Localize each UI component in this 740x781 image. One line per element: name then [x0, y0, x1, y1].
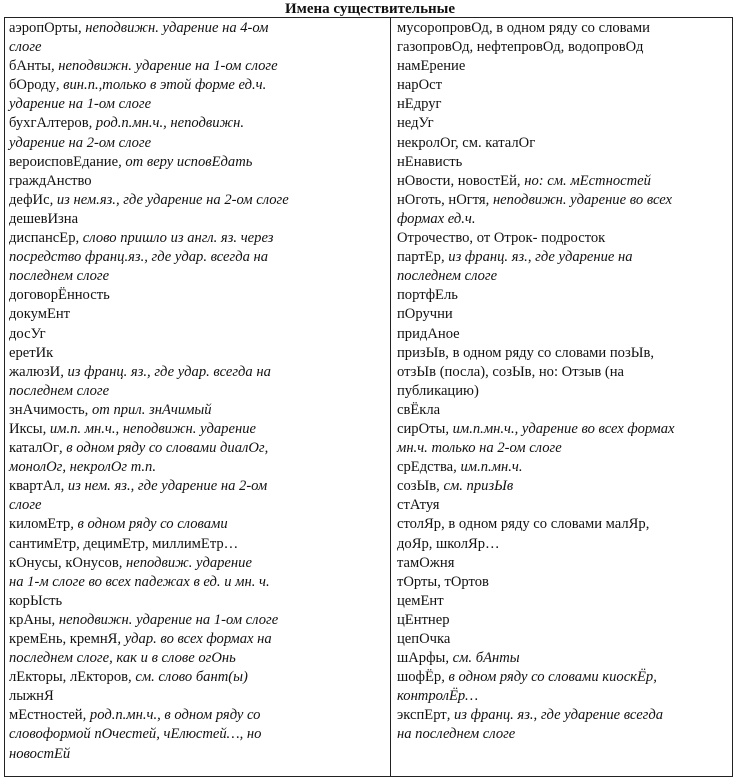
entry-note: на 1-м слоге во всех падежах в ед. и мн. ч.	[9, 573, 270, 590]
entry-word: бОроду	[9, 77, 56, 94]
entry-word: квартАл	[9, 478, 61, 495]
entry-note: , см. бАнты	[445, 650, 520, 667]
word-entry	[9, 687, 385, 706]
word-entry	[9, 191, 385, 210]
entry-word: лыжнЯ	[9, 688, 54, 705]
word-entry	[397, 573, 727, 592]
entry-word: столЯр, в одном ряду со словами малЯр,	[397, 516, 650, 533]
entry-note: новостЕй	[9, 745, 71, 762]
word-entry	[397, 515, 727, 534]
word-entry	[9, 630, 385, 649]
word-entry	[397, 439, 727, 458]
word-entry	[9, 554, 385, 573]
entry-word: граждАнство	[9, 172, 92, 189]
word-entry	[9, 382, 385, 401]
entry-word: тОрты, тОртов	[397, 573, 489, 590]
entry-note: , от веру исповЕдать	[118, 153, 253, 170]
word-entry	[397, 344, 727, 363]
page-title: Имена существительные	[284, 1, 456, 17]
entry-word: сантимЕтр, децимЕтр, миллимЕтр…	[9, 535, 239, 552]
entry-word: партЕр	[397, 249, 441, 266]
column-divider	[390, 18, 391, 776]
entry-note: , неподвижн. ударение на 1-ом слоге	[51, 611, 279, 628]
word-entry	[9, 134, 385, 153]
word-entry	[397, 305, 727, 324]
entry-note: , в одном ряду со словами диалОг,	[58, 440, 269, 457]
entry-word: недУг	[397, 115, 434, 132]
word-entry	[9, 458, 385, 477]
entry-note: , род.п.мн.ч., в одном ряду со	[82, 707, 261, 724]
entry-note: последнем слоге, как и в слове огОнь	[9, 650, 236, 667]
entry-word: корЫсть	[9, 592, 63, 609]
word-entry	[9, 573, 385, 592]
entry-word: нЕдруг	[397, 96, 442, 113]
entry-word: еретИк	[9, 344, 54, 361]
word-entry	[397, 172, 727, 191]
word-entry	[9, 706, 385, 725]
entry-note: , неподвижн. ударение во всех	[485, 191, 673, 208]
entry-word: нОготь, нОгтя	[397, 191, 486, 208]
entry-word: шАрфы	[397, 650, 446, 667]
entry-note: , из франц. яз., где удар. всегда на	[60, 363, 271, 380]
entry-word: бухгАлтеров	[9, 115, 89, 132]
entry-note: последнем слоге	[9, 382, 110, 399]
entry-note: словоформой пОчестей, чЕлюстей…, но	[9, 726, 262, 743]
word-entry	[397, 38, 727, 57]
entry-note: контролЁр…	[397, 688, 479, 705]
entry-word: досУг	[9, 325, 46, 342]
entry-note: , неподвижн. ударение на 1-ом слоге	[50, 58, 278, 75]
word-entry	[9, 267, 385, 286]
word-entry	[9, 19, 385, 38]
entry-word: каталОг	[9, 440, 59, 457]
word-entry	[9, 57, 385, 76]
entry-word: газопровОд, нефтепровОд, водопровОд	[397, 39, 644, 56]
entry-word: призЫв, в одном ряду со словами позЫв,	[397, 344, 655, 361]
entry-note: , удар. во всех формах на	[117, 631, 272, 647]
entry-word: кремЕнь, кремнЯ	[9, 631, 118, 647]
entry-word: докумЕнт	[9, 306, 71, 323]
entry-word: нОвости, новостЕй	[397, 172, 517, 189]
word-entry	[397, 630, 727, 649]
word-entry	[397, 153, 727, 172]
word-entry	[9, 401, 385, 420]
entry-word: шофЁр	[397, 669, 442, 686]
entry-note: , в одном ряду со словами киоскЁр,	[441, 669, 657, 686]
right-column	[397, 19, 727, 745]
entry-note: на последнем слоге	[397, 726, 516, 743]
entry-word: дефИс	[9, 191, 50, 208]
left-column	[9, 19, 385, 764]
entry-note: , им.п. мн.ч., неподвижн. ударение	[42, 420, 256, 437]
entry-note: , из франц. яз., где ударение всегда	[446, 707, 664, 724]
entry-word: отзЫв (посла), созЫв, но: Отзыв (на	[397, 363, 625, 380]
entry-word: стАтуя	[397, 497, 440, 514]
word-entry	[397, 535, 727, 554]
word-entry	[397, 611, 727, 630]
word-entry	[397, 687, 727, 706]
entry-note: , род.п.мн.ч., неподвижн.	[88, 115, 245, 132]
word-entry	[9, 745, 385, 764]
word-entry	[397, 267, 727, 286]
word-entry	[397, 76, 727, 95]
word-entry	[9, 496, 385, 515]
word-entry	[9, 95, 385, 114]
entry-word: цепОчка	[397, 631, 451, 647]
word-entry	[9, 210, 385, 229]
entry-note: , из франц. яз., где ударение на	[440, 249, 633, 266]
word-entry	[9, 76, 385, 95]
entry-word: публикацию)	[397, 382, 479, 399]
entry-word: крАны	[9, 611, 52, 628]
entry-note: , вин.п.,только в этой форме ед.ч.	[55, 77, 267, 94]
entry-note: ударение на 1-ом слоге	[9, 96, 152, 113]
word-entry	[9, 725, 385, 744]
entry-word: срЕдства	[397, 459, 454, 476]
entry-word: дешевИзна	[9, 210, 79, 227]
entry-note: слоге	[9, 39, 42, 56]
entry-word: диспансЕр	[9, 230, 76, 247]
entry-word: пОручни	[397, 306, 453, 323]
entry-note: , неподвиж. ударение	[118, 554, 252, 571]
word-entry	[397, 668, 727, 687]
entry-word: лЕкторы, лЕкторов	[9, 669, 129, 686]
entry-note: ударение на 2-ом слоге	[9, 134, 152, 151]
word-entry	[9, 286, 385, 305]
entry-word: экспЕрт	[397, 707, 447, 724]
word-entry	[9, 611, 385, 630]
entry-note: мн.ч. только на 2-ом слоге	[397, 440, 562, 457]
entry-word: цЕнтнер	[397, 611, 450, 628]
entry-word: цемЕнт	[397, 592, 444, 609]
word-entry	[9, 325, 385, 344]
word-entry	[397, 325, 727, 344]
entry-word: знАчимость	[9, 401, 85, 418]
entry-word: свЁкла	[397, 401, 441, 418]
word-entry	[9, 363, 385, 382]
entry-word: нЕнависть	[397, 153, 463, 170]
word-entry	[397, 95, 727, 114]
entry-note: , от прил. знАчимый	[84, 401, 212, 418]
word-entry	[9, 535, 385, 554]
entry-word: мЕстностей	[9, 707, 83, 724]
word-entry	[9, 515, 385, 534]
entry-note: посредство франц.яз., где удар. всегда на	[9, 249, 269, 266]
entry-note: , в одном ряду со словами	[70, 516, 228, 533]
word-entry	[397, 420, 727, 439]
entry-word: киломЕтр	[9, 516, 71, 533]
entry-word: аэропОрты	[9, 20, 78, 36]
word-entry	[9, 668, 385, 687]
word-entry	[397, 649, 727, 668]
entry-word: намЕрение	[397, 58, 466, 75]
word-entry	[9, 229, 385, 248]
entry-note: , из нем. яз., где ударение на 2-ом	[60, 478, 268, 495]
entry-note: , неподвижн. ударение на 4-ом	[77, 20, 269, 36]
word-entry	[9, 420, 385, 439]
entry-note: монолОг, некролОг т.п.	[9, 459, 157, 476]
entry-word: мусоропровОд, в одном ряду со словами	[397, 20, 650, 36]
word-entry	[9, 248, 385, 267]
words-table	[4, 17, 733, 777]
word-entry	[397, 382, 727, 401]
word-entry	[397, 458, 727, 477]
entry-note: , слово пришло из англ. яз. через	[75, 230, 274, 247]
entry-word: жалюзИ	[9, 363, 61, 380]
word-entry	[9, 649, 385, 668]
entry-word: Иксы	[9, 420, 43, 437]
entry-note: последнем слоге	[9, 268, 110, 285]
word-entry	[9, 305, 385, 324]
word-entry	[9, 477, 385, 496]
word-entry	[397, 57, 727, 76]
word-entry	[9, 172, 385, 191]
word-entry	[397, 191, 727, 210]
entry-note: , см. призЫв	[436, 478, 514, 495]
entry-word: некролОг, см. каталОг	[397, 134, 536, 151]
word-entry	[397, 229, 727, 248]
entry-word: вероисповЕдание	[9, 153, 119, 170]
word-entry	[397, 134, 727, 153]
word-entry	[397, 554, 727, 573]
entry-note: слоге	[9, 497, 42, 514]
word-entry	[397, 286, 727, 305]
entry-word: созЫв	[397, 478, 437, 495]
word-entry	[397, 401, 727, 420]
word-entry	[397, 363, 727, 382]
word-entry	[397, 210, 727, 229]
entry-word: бАнты	[9, 58, 51, 75]
entry-word: придАное	[397, 325, 460, 342]
entry-word: нарОст	[397, 77, 442, 94]
word-entry	[9, 592, 385, 611]
word-entry	[9, 153, 385, 172]
entry-note: формах ед.ч.	[397, 210, 476, 227]
entry-note: , но: см. мЕстностей	[516, 172, 651, 189]
word-entry	[397, 114, 727, 133]
entry-word: договорЁнность	[9, 287, 110, 304]
entry-note: , см. слово бант(ы)	[128, 669, 248, 686]
entry-word: кОнусы, кОнусов	[9, 554, 119, 571]
entry-word: сирОты	[397, 420, 446, 437]
entry-note: , им.п.мн.ч.	[453, 459, 523, 476]
entry-word: Отрочество, от Отрок- подросток	[397, 230, 606, 247]
word-entry	[9, 38, 385, 57]
word-entry	[397, 706, 727, 725]
entry-note: последнем слоге	[397, 268, 498, 285]
word-entry	[397, 496, 727, 515]
word-entry	[9, 114, 385, 133]
word-entry	[397, 19, 727, 38]
word-entry	[9, 344, 385, 363]
entry-word: тамОжня	[397, 554, 455, 571]
word-entry	[397, 248, 727, 267]
entry-note: , из нем.яз., где ударение на 2-ом слоге	[49, 191, 289, 208]
entry-word: доЯр, школЯр…	[397, 535, 500, 552]
entry-word: портфЕль	[397, 287, 458, 304]
word-entry	[397, 592, 727, 611]
word-entry	[9, 439, 385, 458]
entry-note: , им.п.мн.ч., ударение во всех формах	[445, 420, 675, 437]
word-entry	[397, 477, 727, 496]
word-entry	[397, 725, 727, 744]
